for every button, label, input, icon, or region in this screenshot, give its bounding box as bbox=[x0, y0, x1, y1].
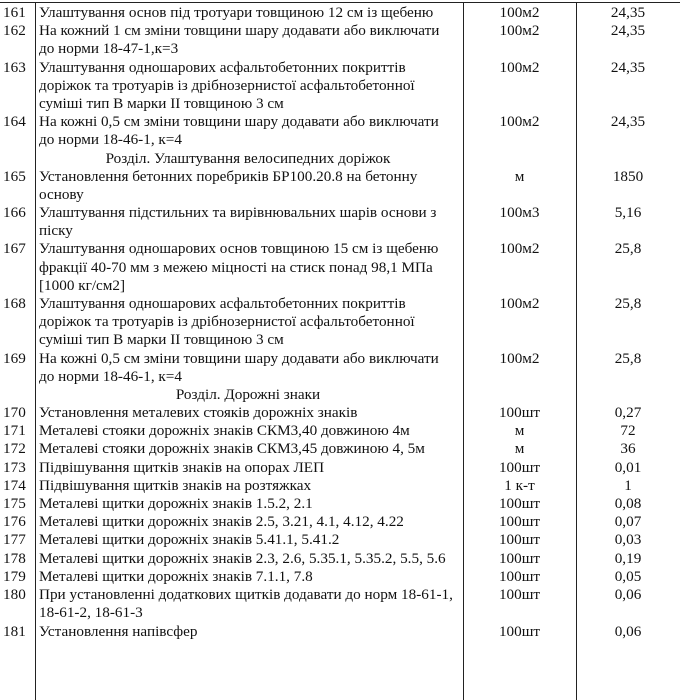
row-description: Металеві щитки дорожніх знаків 5.41.1, 5.41.2 bbox=[39, 531, 340, 549]
table-row bbox=[0, 568, 680, 586]
row-quantity: 72 bbox=[620, 422, 636, 440]
row-quantity: 5,16 bbox=[614, 204, 642, 222]
row-unit: 100м2 bbox=[499, 295, 540, 313]
row-description: Установлення напівсфер bbox=[39, 622, 198, 640]
row-quantity: 1850 bbox=[612, 167, 644, 185]
section-unit-cell bbox=[463, 150, 576, 168]
row-number: 165 bbox=[3, 167, 26, 185]
table-row bbox=[0, 168, 680, 204]
row-description: Металеві стояки дорожніх знаків СКМ3,40 довжиною 4м bbox=[39, 422, 410, 440]
table-row bbox=[0, 295, 680, 350]
row-description: Металеві стояки дорожніх знаків СКМ3,45 довжиною 4, 5м bbox=[39, 440, 425, 458]
table-top-border bbox=[0, 2, 680, 3]
section-title: Розділ. Улаштування велосипедних доріжок bbox=[105, 149, 391, 167]
row-number: 176 bbox=[3, 513, 26, 531]
row-number: 173 bbox=[3, 458, 26, 476]
table-row bbox=[0, 350, 680, 386]
row-description: На кожні 0,5 см зміни товщини шару додавати або виключати до норми 18-46-1, к=4 bbox=[39, 349, 439, 385]
row-quantity: 0,05 bbox=[614, 567, 642, 585]
estimate-table-body bbox=[0, 4, 680, 641]
row-number: 179 bbox=[3, 567, 26, 585]
row-number: 180 bbox=[3, 586, 26, 604]
table-row bbox=[0, 440, 680, 458]
row-number: 177 bbox=[3, 531, 26, 549]
table-row bbox=[0, 404, 680, 422]
row-unit: м bbox=[514, 422, 525, 440]
row-quantity: 24,35 bbox=[610, 4, 646, 21]
row-unit: 100шт bbox=[498, 549, 541, 567]
row-quantity: 0,03 bbox=[614, 531, 642, 549]
row-number: 168 bbox=[3, 295, 26, 313]
row-description: Улаштування підстильних та вирівнювальних шарів основи з піску bbox=[39, 204, 437, 240]
table-row bbox=[0, 4, 680, 22]
row-unit: 100шт bbox=[498, 622, 541, 640]
row-quantity: 1 bbox=[624, 476, 632, 494]
row-number: 161 bbox=[3, 4, 26, 21]
row-unit: 100м2 bbox=[499, 113, 540, 131]
row-quantity: 0,27 bbox=[614, 404, 642, 422]
row-quantity: 24,35 bbox=[610, 113, 646, 131]
table-row bbox=[0, 586, 680, 622]
section-qty-cell bbox=[576, 386, 680, 404]
estimate-table bbox=[0, 4, 680, 641]
row-unit: 100м2 bbox=[499, 349, 540, 367]
row-number: 172 bbox=[3, 440, 26, 458]
row-unit: 100м2 bbox=[499, 58, 540, 76]
row-description: Підвішування щитків знаків на опорах ЛЕП bbox=[39, 458, 325, 476]
section-unit-cell bbox=[463, 386, 576, 404]
row-quantity: 0,19 bbox=[614, 549, 642, 567]
row-unit: 100шт bbox=[498, 567, 541, 585]
row-description: Підвішування щитків знаків на розтяжках bbox=[39, 476, 312, 494]
section-title: Розділ. Дорожні знаки bbox=[175, 386, 321, 404]
row-unit: 100м2 bbox=[499, 22, 540, 40]
row-unit: 100шт bbox=[498, 404, 541, 422]
row-description: Металеві щитки дорожніх знаків 7.1.1, 7.8 bbox=[39, 567, 313, 585]
row-description: Металеві щитки дорожніх знаків 2.3, 2.6, 5.35.1, 5.35.2, 5.5, 5.6 bbox=[39, 549, 446, 567]
row-unit: 100шт bbox=[498, 513, 541, 531]
row-quantity: 0,06 bbox=[614, 586, 642, 604]
table-row bbox=[0, 477, 680, 495]
row-unit: 100м3 bbox=[499, 204, 540, 222]
table-row bbox=[0, 495, 680, 513]
section-header-row bbox=[0, 386, 680, 404]
row-description: Улаштування одношарових асфальтобетонних покриттів доріжок та тротуарів із дрібнозернистої асфальтобетонної суміші тип В марки II товщиною 3 см bbox=[39, 58, 415, 113]
row-quantity: 25,8 bbox=[614, 240, 642, 258]
row-quantity: 25,8 bbox=[614, 295, 642, 313]
row-number: 175 bbox=[3, 495, 26, 513]
section-number-cell bbox=[0, 150, 35, 168]
row-description: На кожний 1 см зміни товщини шару додавати або виключати до норми 18-47-1,к=3 bbox=[39, 22, 440, 58]
section-number-cell bbox=[0, 386, 35, 404]
row-description: Установлення бетонних поребриків БР100.20.8 на бетонну основу bbox=[39, 167, 418, 203]
row-number: 170 bbox=[3, 404, 26, 422]
table-row bbox=[0, 550, 680, 568]
row-unit: 100шт bbox=[498, 586, 541, 604]
table-row bbox=[0, 22, 680, 58]
row-unit: м bbox=[514, 167, 525, 185]
row-description: Металеві щитки дорожніх знаків 2.5, 3.21, 4.1, 4.12, 4.22 bbox=[39, 513, 404, 531]
row-unit: м bbox=[514, 440, 525, 458]
row-number: 163 bbox=[3, 58, 26, 76]
row-unit: 100шт bbox=[498, 531, 541, 549]
table-row bbox=[0, 204, 680, 240]
row-unit: 100шт bbox=[498, 495, 541, 513]
table-row bbox=[0, 531, 680, 549]
table-row bbox=[0, 623, 680, 641]
row-description: При установленні додаткових щитків додавати до норм 18-61-1, 18-61-2, 18-61-3 bbox=[39, 586, 453, 622]
row-number: 169 bbox=[3, 349, 26, 367]
row-description: Улаштування одношарових основ товщиною 15 см із щебеню фракції 40-70 мм з межею міцності на стиск понад 98,1 МПа [1000 кг/см2] bbox=[39, 240, 439, 294]
section-header-row bbox=[0, 150, 680, 168]
row-quantity: 0,01 bbox=[614, 458, 642, 476]
row-description: Улаштування одношарових асфальтобетонних покриттів доріжок та тротуарів із дрібнозернистої асфальтобетонної суміші тип В марки II товщиною 3 см bbox=[39, 295, 415, 349]
row-number: 178 bbox=[3, 549, 26, 567]
row-number: 171 bbox=[3, 422, 26, 440]
row-unit: 1 к-т bbox=[504, 476, 535, 494]
row-number: 174 bbox=[3, 476, 26, 494]
row-unit: 100м2 bbox=[499, 240, 540, 258]
table-row bbox=[0, 422, 680, 440]
row-quantity: 36 bbox=[620, 440, 636, 458]
table-row bbox=[0, 59, 680, 114]
row-number: 181 bbox=[3, 622, 26, 640]
table-row bbox=[0, 459, 680, 477]
row-quantity: 25,8 bbox=[614, 349, 642, 367]
row-quantity: 0,08 bbox=[614, 495, 642, 513]
row-description: Установлення металевих стояків дорожніх знаків bbox=[39, 404, 358, 422]
row-description: Металеві щитки дорожніх знаків 1.5.2, 2.1 bbox=[39, 495, 313, 513]
row-quantity: 24,35 bbox=[610, 22, 646, 40]
table-row bbox=[0, 513, 680, 531]
section-qty-cell bbox=[576, 150, 680, 168]
row-number: 164 bbox=[3, 113, 26, 131]
table-row bbox=[0, 240, 680, 295]
row-description: На кожні 0,5 см зміни товщини шару додавати або виключати до норми 18-46-1, к=4 bbox=[39, 113, 439, 149]
row-number: 166 bbox=[3, 204, 26, 222]
row-number: 162 bbox=[3, 22, 26, 40]
row-unit: 100м2 bbox=[499, 4, 540, 21]
row-quantity: 0,06 bbox=[614, 622, 642, 640]
row-quantity: 0,07 bbox=[614, 513, 642, 531]
row-number: 167 bbox=[3, 240, 26, 258]
row-description: Улаштування основ під тротуари товщиною 12 см із щебеню bbox=[39, 4, 434, 21]
table-row bbox=[0, 113, 680, 149]
row-quantity: 24,35 bbox=[610, 58, 646, 76]
row-unit: 100шт bbox=[498, 458, 541, 476]
